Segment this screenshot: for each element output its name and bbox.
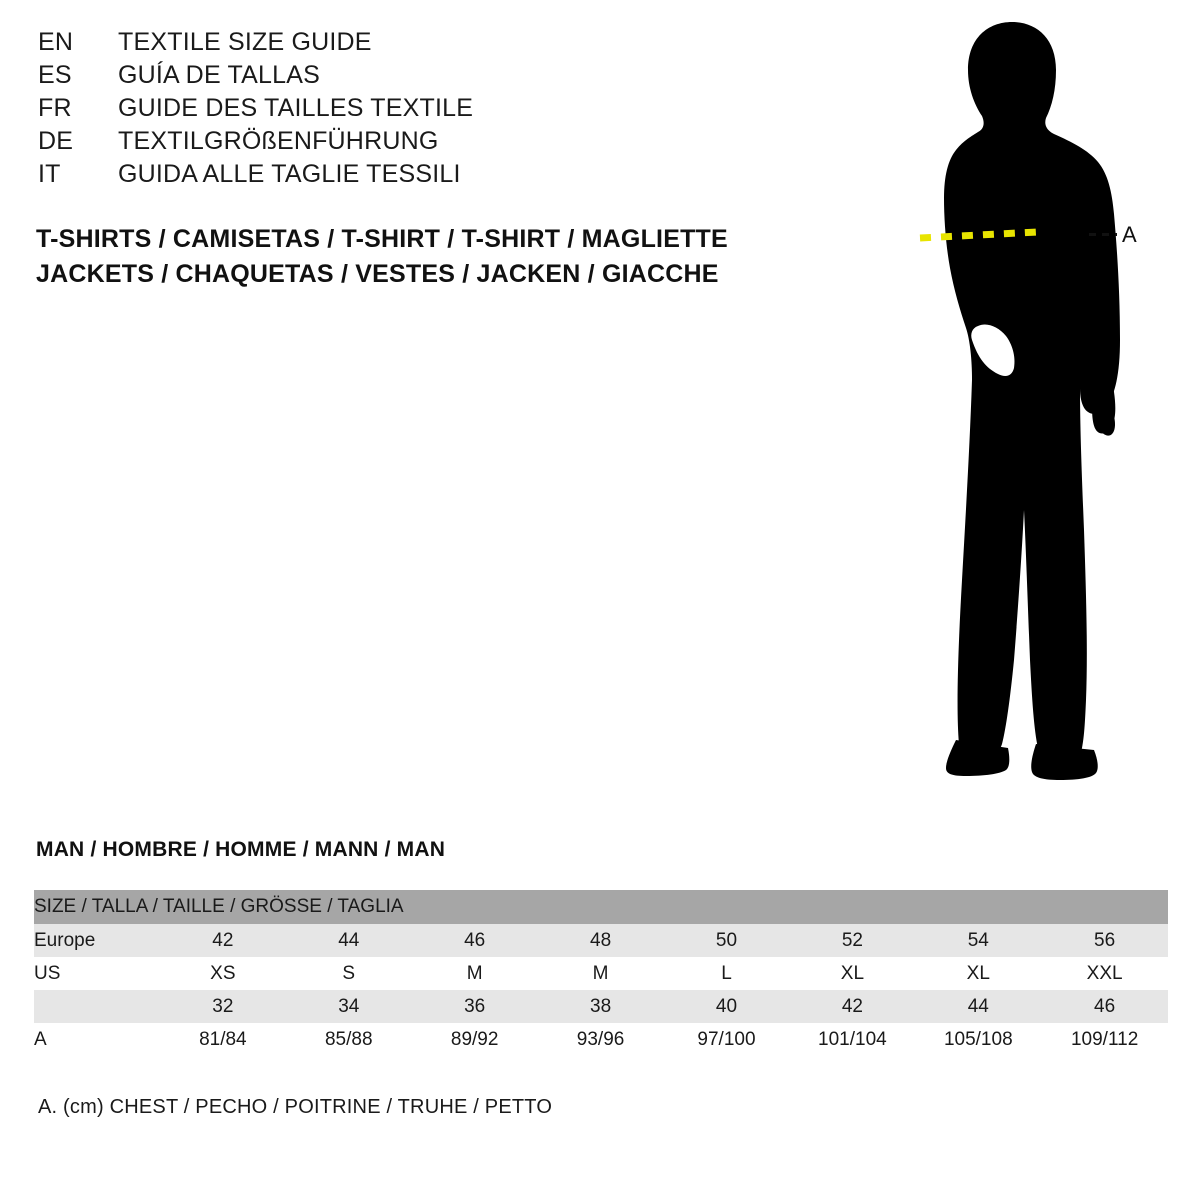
cell: 42 [789,990,915,1023]
cell: XL [789,957,915,990]
cell: 32 [160,990,286,1023]
table-group-title: MAN / HOMBRE / HOMME / MANN / MAN [36,838,446,861]
cell: 44 [915,990,1041,1023]
table-header-label: SIZE / TALLA / TAILLE / GRÖSSE / TAGLIA [34,890,1168,924]
cell: S [286,957,412,990]
table-row [34,990,1168,1023]
cell: 54 [915,924,1041,957]
cell: 97/100 [664,1023,790,1056]
cell: 52 [789,924,915,957]
cell: 44 [286,924,412,957]
size-table-wrapper [34,890,1168,1056]
silhouette-shape [944,22,1120,780]
language-title: GUIDA ALLE TAGLIE TESSILI [118,160,461,188]
cell: 46 [1041,990,1168,1023]
cell: XL [915,957,1041,990]
row-label-a: A [34,1023,160,1056]
cell: L [664,957,790,990]
cell: 46 [412,924,538,957]
cell: 105/108 [915,1023,1041,1056]
table-row [34,1023,1168,1056]
cell: 101/104 [789,1023,915,1056]
cell: 56 [1041,924,1168,957]
language-row [38,127,738,160]
cell: 85/88 [286,1023,412,1056]
table-footnote: A. (cm) CHEST / PECHO / POITRINE / TRUHE / PETTO [38,1096,553,1118]
cell: 42 [160,924,286,957]
table-header-row [34,890,1168,924]
language-row [38,94,738,127]
cell: 89/92 [412,1023,538,1056]
cell: 36 [412,990,538,1023]
cell: 48 [538,924,664,957]
language-list [38,28,738,193]
language-row [38,28,738,61]
cell: M [538,957,664,990]
garment-line-tshirts: T-SHIRTS / CAMISETAS / T-SHIRT / T-SHIRT / MAGLIETTE [36,225,728,253]
measure-leader-dashes [1089,233,1117,236]
language-code: EN [38,28,74,56]
language-code: IT [38,160,61,188]
language-code: FR [38,94,72,122]
cell: 34 [286,990,412,1023]
body-silhouette-figure [820,10,1180,800]
language-title: TEXTILGRÖßENFÜHRUNG [118,127,439,155]
language-row [38,160,738,193]
table-row [34,957,1168,990]
garment-line-jackets: JACKETS / CHAQUETAS / VESTES / JACKEN / GIACCHE [36,260,719,288]
language-title: TEXTILE SIZE GUIDE [118,28,372,56]
row-label-blank [34,990,160,1023]
cell: 109/112 [1041,1023,1168,1056]
measure-letter-a: A [1122,222,1137,247]
cell: XS [160,957,286,990]
cell: 50 [664,924,790,957]
size-table [34,890,1168,1056]
cell: 40 [664,990,790,1023]
cell: XXL [1041,957,1168,990]
table-row [34,924,1168,957]
cell: 81/84 [160,1023,286,1056]
language-code: ES [38,61,72,89]
cell: 93/96 [538,1023,664,1056]
row-label-us: US [34,957,160,990]
language-code: DE [38,127,74,155]
cell: M [412,957,538,990]
language-row [38,61,738,94]
row-label-europe: Europe [34,924,160,957]
garment-types [36,222,796,292]
cell: 38 [538,990,664,1023]
language-title: GUÍA DE TALLAS [118,61,320,89]
language-title: GUIDE DES TAILLES TEXTILE [118,94,474,122]
